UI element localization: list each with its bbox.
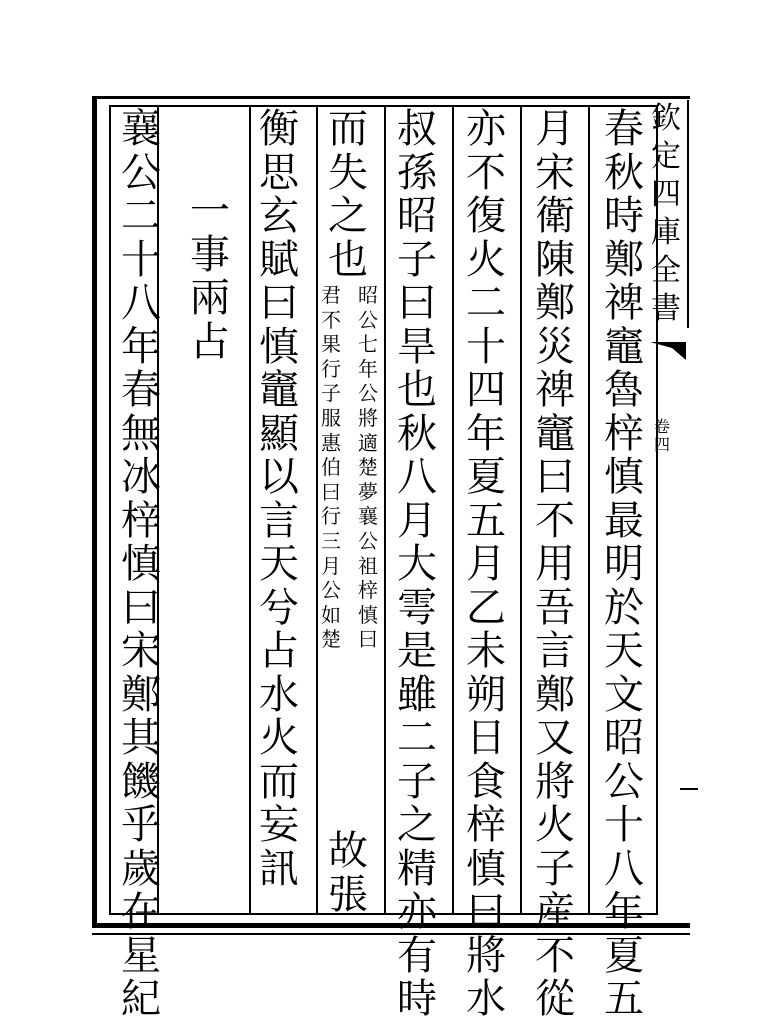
column-rule [520,107,522,913]
text-column-2: 月 宋 衛 陳 鄭 災 禆 竈 曰 不 用 吾 言 鄭 又 將 火 子 産 不 從 [535,106,575,1022]
outer-border-top [92,96,690,99]
commentary-left: 君 不 果 行 子 服 惠 伯 曰 行 三 月 公 如 楚 [321,283,341,652]
column-rule [249,107,251,913]
column-rule [452,107,454,913]
text-column-8: 襄 公 二 十 八 年 春 無 冰 梓 慎 曰 宋 鄭 其 饑 乎 歲 在 星 紀 [121,106,161,1022]
text-column-4: 叔 孫 昭 子 曰 旱 也 秋 八 月 大 雩 是 雖 二 子 之 精 亦 有 時 [397,106,437,1022]
volume-label: 卷 四 [653,417,670,454]
text-column-5: 而 失 之 也 [328,106,368,283]
text-column-6: 衡 思 玄 賦 曰 慎 竈 顯 以 言 天 兮 占 水 火 而 妄 訊 [259,106,299,892]
text-column-5-tail: 故 張 [328,828,368,918]
text-column-3: 亦 不 復 火 二 十 四 年 夏 五 月 乙 未 朔 日 食 梓 慎 曰 將 水 [466,106,506,1022]
column-rule [588,107,590,913]
margin-tick [680,788,698,790]
fish-tail-mark-icon [648,340,688,362]
text-column-1: 春 秋 時 鄭 禆 竈 魯 梓 慎 最 明 於 天 文 昭 公 十 八 年 夏 五 [604,106,644,1022]
outer-border-left [92,96,97,928]
section-heading: 一 事 兩 占 [190,188,230,365]
book-title: 欽 定 四 庫 全 書 [645,100,689,328]
commentary-right: 昭 公 七 年 公 將 適 楚 夢 襄 公 祖 梓 慎 曰 [358,283,378,652]
